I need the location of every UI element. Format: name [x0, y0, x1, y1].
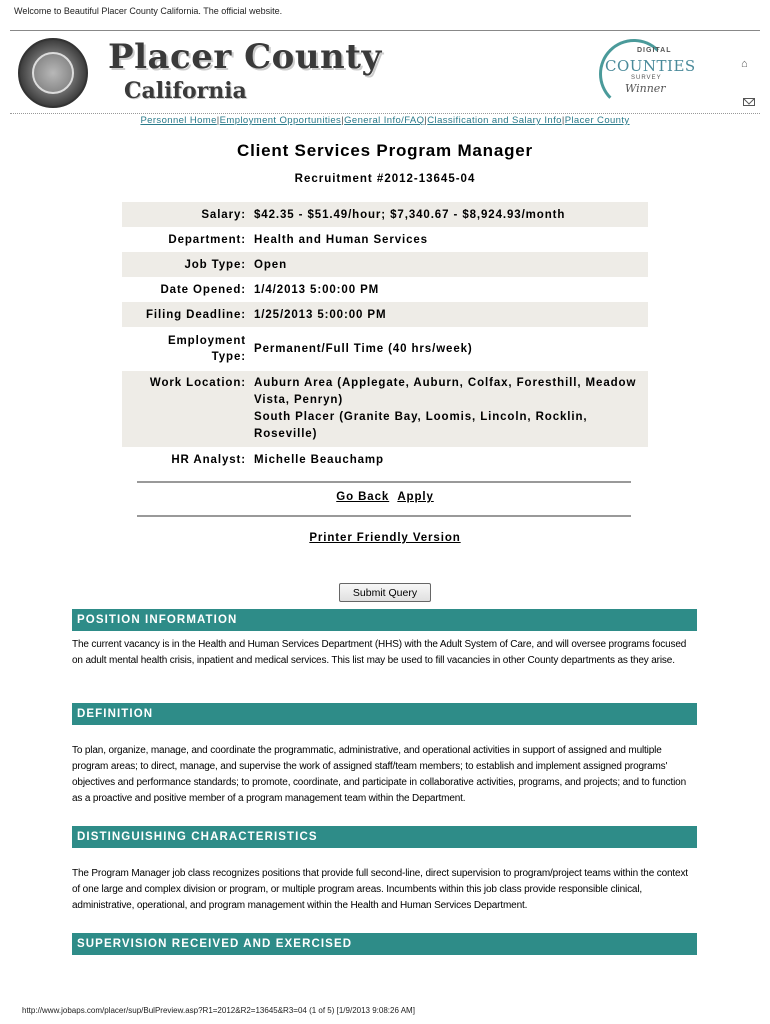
go-back-link[interactable]: Go Back — [336, 491, 390, 503]
employment-type-label: Employment Type: — [167, 335, 246, 363]
nav-link-classification-salary[interactable]: Classification and Salary Info — [427, 115, 562, 126]
date-opened-value: 1/4/2013 5:00:00 PM — [254, 283, 380, 296]
printer-friendly — [0, 532, 770, 544]
filing-deadline-value: 1/25/2013 5:00:00 PM — [254, 308, 387, 321]
digital-counties-award-logo: DIGITAL COUNTIES SURVEY Winner — [595, 35, 695, 107]
department-label: Department: — [168, 233, 246, 246]
job-title: Client Services Program Manager — [237, 141, 533, 160]
work-location-row — [122, 371, 648, 447]
position-information-text: The current vacancy is in the Health and Human Services Department (HHS) with the Adult System of Care, and will oversee programs focused on adult mental health crisis, inpatient and medical services. This list may be used to fill vacancies in other County departments as they arise. — [72, 639, 687, 666]
printer-friendly-link[interactable]: Printer Friendly Version — [309, 532, 461, 544]
work-location-label: Work Location: — [149, 377, 246, 389]
recruitment-number: Recruitment #2012-13645-04 — [294, 173, 476, 185]
department-value: Health and Human Services — [254, 233, 428, 246]
salary-row — [122, 202, 648, 227]
section-heading-definition: DEFINITION — [72, 703, 697, 725]
salary-value: $42.35 - $51.49/hour; $7,340.67 - $8,924.93/month — [254, 208, 566, 221]
date-opened-row — [122, 277, 648, 302]
welcome-text: Welcome to Beautiful Placer County California. The official website. — [14, 6, 283, 16]
nav-link-personnel-home[interactable]: Personnel Home — [140, 115, 217, 126]
filing-deadline-label: Filing Deadline: — [145, 308, 246, 321]
salary-label: Salary: — [201, 208, 246, 221]
hr-analyst-label: HR Analyst: — [171, 453, 246, 466]
brand-title: Placer County — [108, 37, 382, 77]
divider — [137, 515, 631, 517]
apply-link[interactable]: Apply — [397, 491, 434, 503]
job-details-table — [122, 202, 648, 472]
employment-type-row — [122, 327, 648, 371]
department-row — [122, 227, 648, 252]
job-type-value: Open — [254, 258, 287, 271]
mail-icon[interactable] — [743, 98, 755, 106]
section-heading-position-information: POSITION INFORMATION — [72, 609, 697, 631]
section-heading-distinguishing-characteristics: DISTINGUISHING CHARACTERISTICS — [72, 826, 697, 848]
distinguishing-characteristics-text: The Program Manager job class recognizes positions that provide full second-line, direct supervision to program/project teams within the context of one large and complex division or program, or multiple program areas. Incumbents within this job class provide responsible clinical, administrative, operational, and program management within the Health and Human Services Department. — [72, 868, 688, 911]
work-location-south-placer: South Placer (Granite Bay, Loomis, Lincoln, Rocklin, Roseville) — [254, 411, 588, 440]
action-links — [0, 491, 770, 503]
page-footer-url: http://www.jobaps.com/placer/sup/BulPreview.asp?R1=2012&R2=13645&R3=04 (1 of 5) [1/9/2013 9:08:26 AM] — [22, 1006, 415, 1015]
home-icon[interactable]: ⌂ — [741, 58, 748, 70]
date-opened-label: Date Opened: — [160, 283, 246, 296]
brand-subtitle: California — [124, 78, 247, 104]
filing-deadline-row — [122, 302, 648, 327]
definition-text: To plan, organize, manage, and coordinate the programmatic, administrative, and operational activities in support of assigned and multiple program areas; to direct, manage, and supervise the work of assigned staff/team members; to establish and implement assigned programs' objectives and performance standards; to promote, coordinate, and participate in collaborative activities, programs, and projects; and to function as a proactive and positive member of a program management team within the Department. — [72, 745, 687, 804]
work-location-value — [254, 375, 648, 447]
county-seal-logo — [18, 38, 88, 108]
employment-type-value: Permanent/Full Time (40 hrs/week) — [254, 343, 473, 355]
top-nav: Personnel Home|Employment Opportunities|General Info/FAQ|Classification and Salary Info|Placer County — [140, 115, 630, 126]
hr-analyst-value: Michelle Beauchamp — [254, 453, 384, 466]
nav-link-placer-county[interactable]: Placer County — [564, 115, 630, 126]
work-location-auburn: Auburn Area (Applegate, Auburn, Colfax, Foresthill, Meadow Vista, Penryn) — [254, 377, 637, 406]
section-heading-supervision: SUPERVISION RECEIVED AND EXERCISED — [72, 933, 697, 955]
nav-link-employment-opportunities[interactable]: Employment Opportunities — [219, 115, 342, 126]
nav-link-general-info-faq[interactable]: General Info/FAQ — [344, 115, 425, 126]
submit-query-button[interactable]: Submit Query — [339, 583, 431, 602]
hr-analyst-row — [122, 447, 648, 472]
job-type-row — [122, 252, 648, 277]
job-type-label: Job Type: — [184, 258, 246, 271]
divider — [137, 481, 631, 483]
site-header — [10, 30, 760, 114]
